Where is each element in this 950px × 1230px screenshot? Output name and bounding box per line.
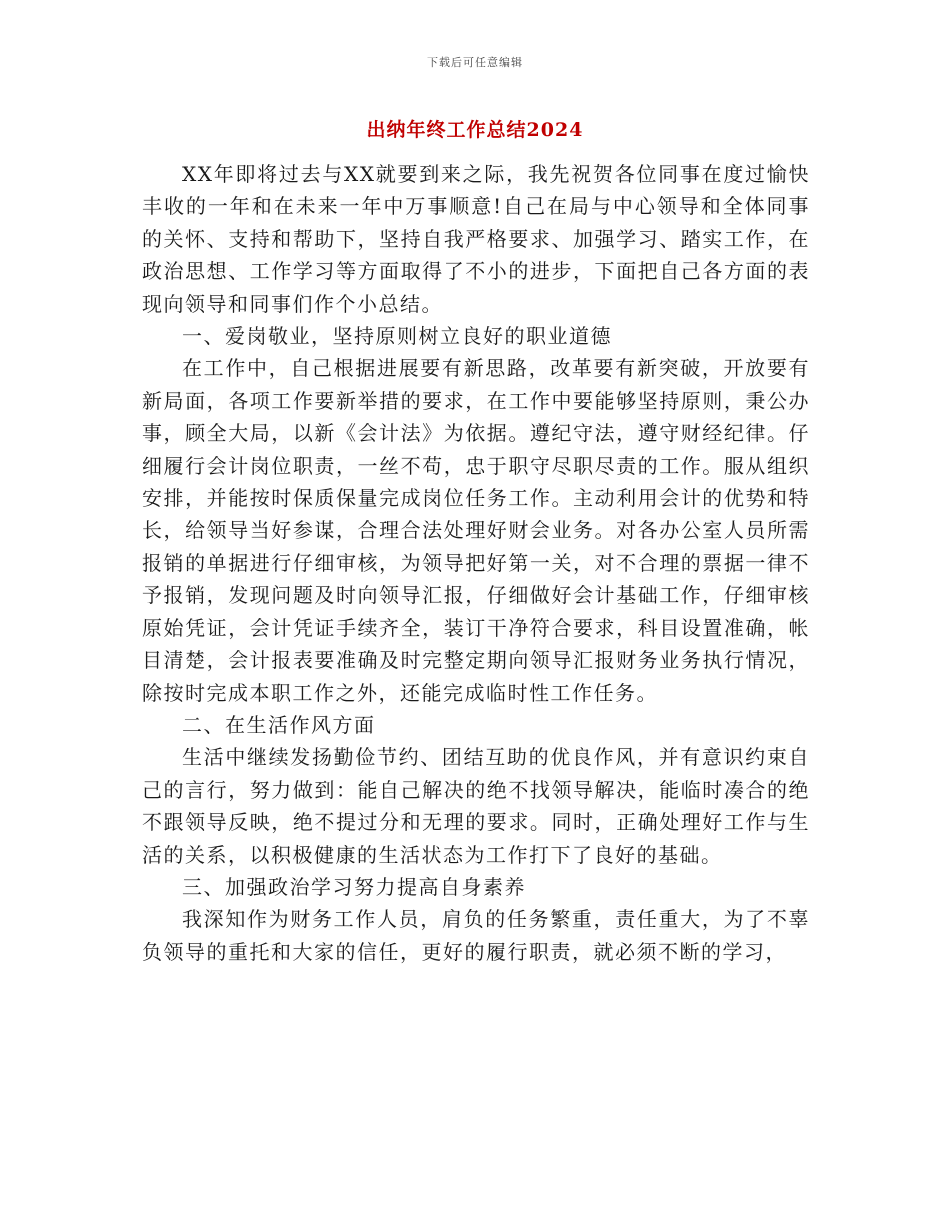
- section-3-paragraph: 我深知作为财务工作人员，肩负的任务繁重，责任重大，为了不辜负领导的重托和大家的信任，更好的履行职责，就必须不断的学习，: [142, 907, 810, 964]
- section-heading-2: 二、在生活作风方面: [182, 712, 376, 737]
- header-note: 下载后可任意编辑: [427, 56, 523, 69]
- intro-paragraph: XX年即将过去与XX就要到来之际，我先祝贺各位同事在度过愉快丰收的一年和在未来一年中万事顺意!自己在局与中心领导和全体同事的关怀、支持和帮助下，坚持自我严格要求、加强学习、踏实工作，在政治思想、工作学习等方面取得了不小的进步，下面把自己各方面的表现向领导和同事们作个小总结。: [142, 162, 810, 316]
- document-body: [142, 158, 810, 968]
- document-title: 出纳年终工作总结2024: [366, 119, 584, 141]
- section-heading-1: 一、爱岗敬业，坚持原则树立良好的职业道德: [182, 324, 612, 349]
- section-heading-3: 三、加强政治学习努力提高自身素养: [182, 874, 526, 899]
- section-1-paragraph: 在工作中，自己根据进展要有新思路，改革要有新突破，开放要有新局面，各项工作要新举措的要求，在工作中要能够坚持原则，秉公办事，顾全大局，以新《会计法》为依据。遵纪守法，遵守财经纪律。仔细履行会计岗位职责，一丝不苟，忠于职守尽职尽责的工作。服从组织安排，并能按时保质保量完成岗位任务工作。主动利用会计的优势和特长，给领导当好参谋，合理合法处理好财会业务。对各办公室人员所需报销的单据进行仔细审核，为领导把好第一关，对不合理的票据一律不予报销，发现问题及时向领导汇报，仔细做好会计基础工作，仔细审核原始凭证，会计凭证手续齐全，装订干净符合要求，科目设置准确，帐目清楚，会计报表要准确及时完整定期向领导汇报财务业务执行情况，除按时完成本职工作之外，还能完成临时性工作任务。: [142, 356, 810, 705]
- section-2-paragraph: 生活中继续发扬勤俭节约、团结互助的优良作风，并有意识约束自己的言行，努力做到：能自己解决的绝不找领导解决，能临时凑合的绝不跟领导反映，绝不提过分和无理的要求。同时，正确处理好工作与生活的关系，以积极健康的生活状态为工作打下了良好的基础。: [142, 745, 810, 867]
